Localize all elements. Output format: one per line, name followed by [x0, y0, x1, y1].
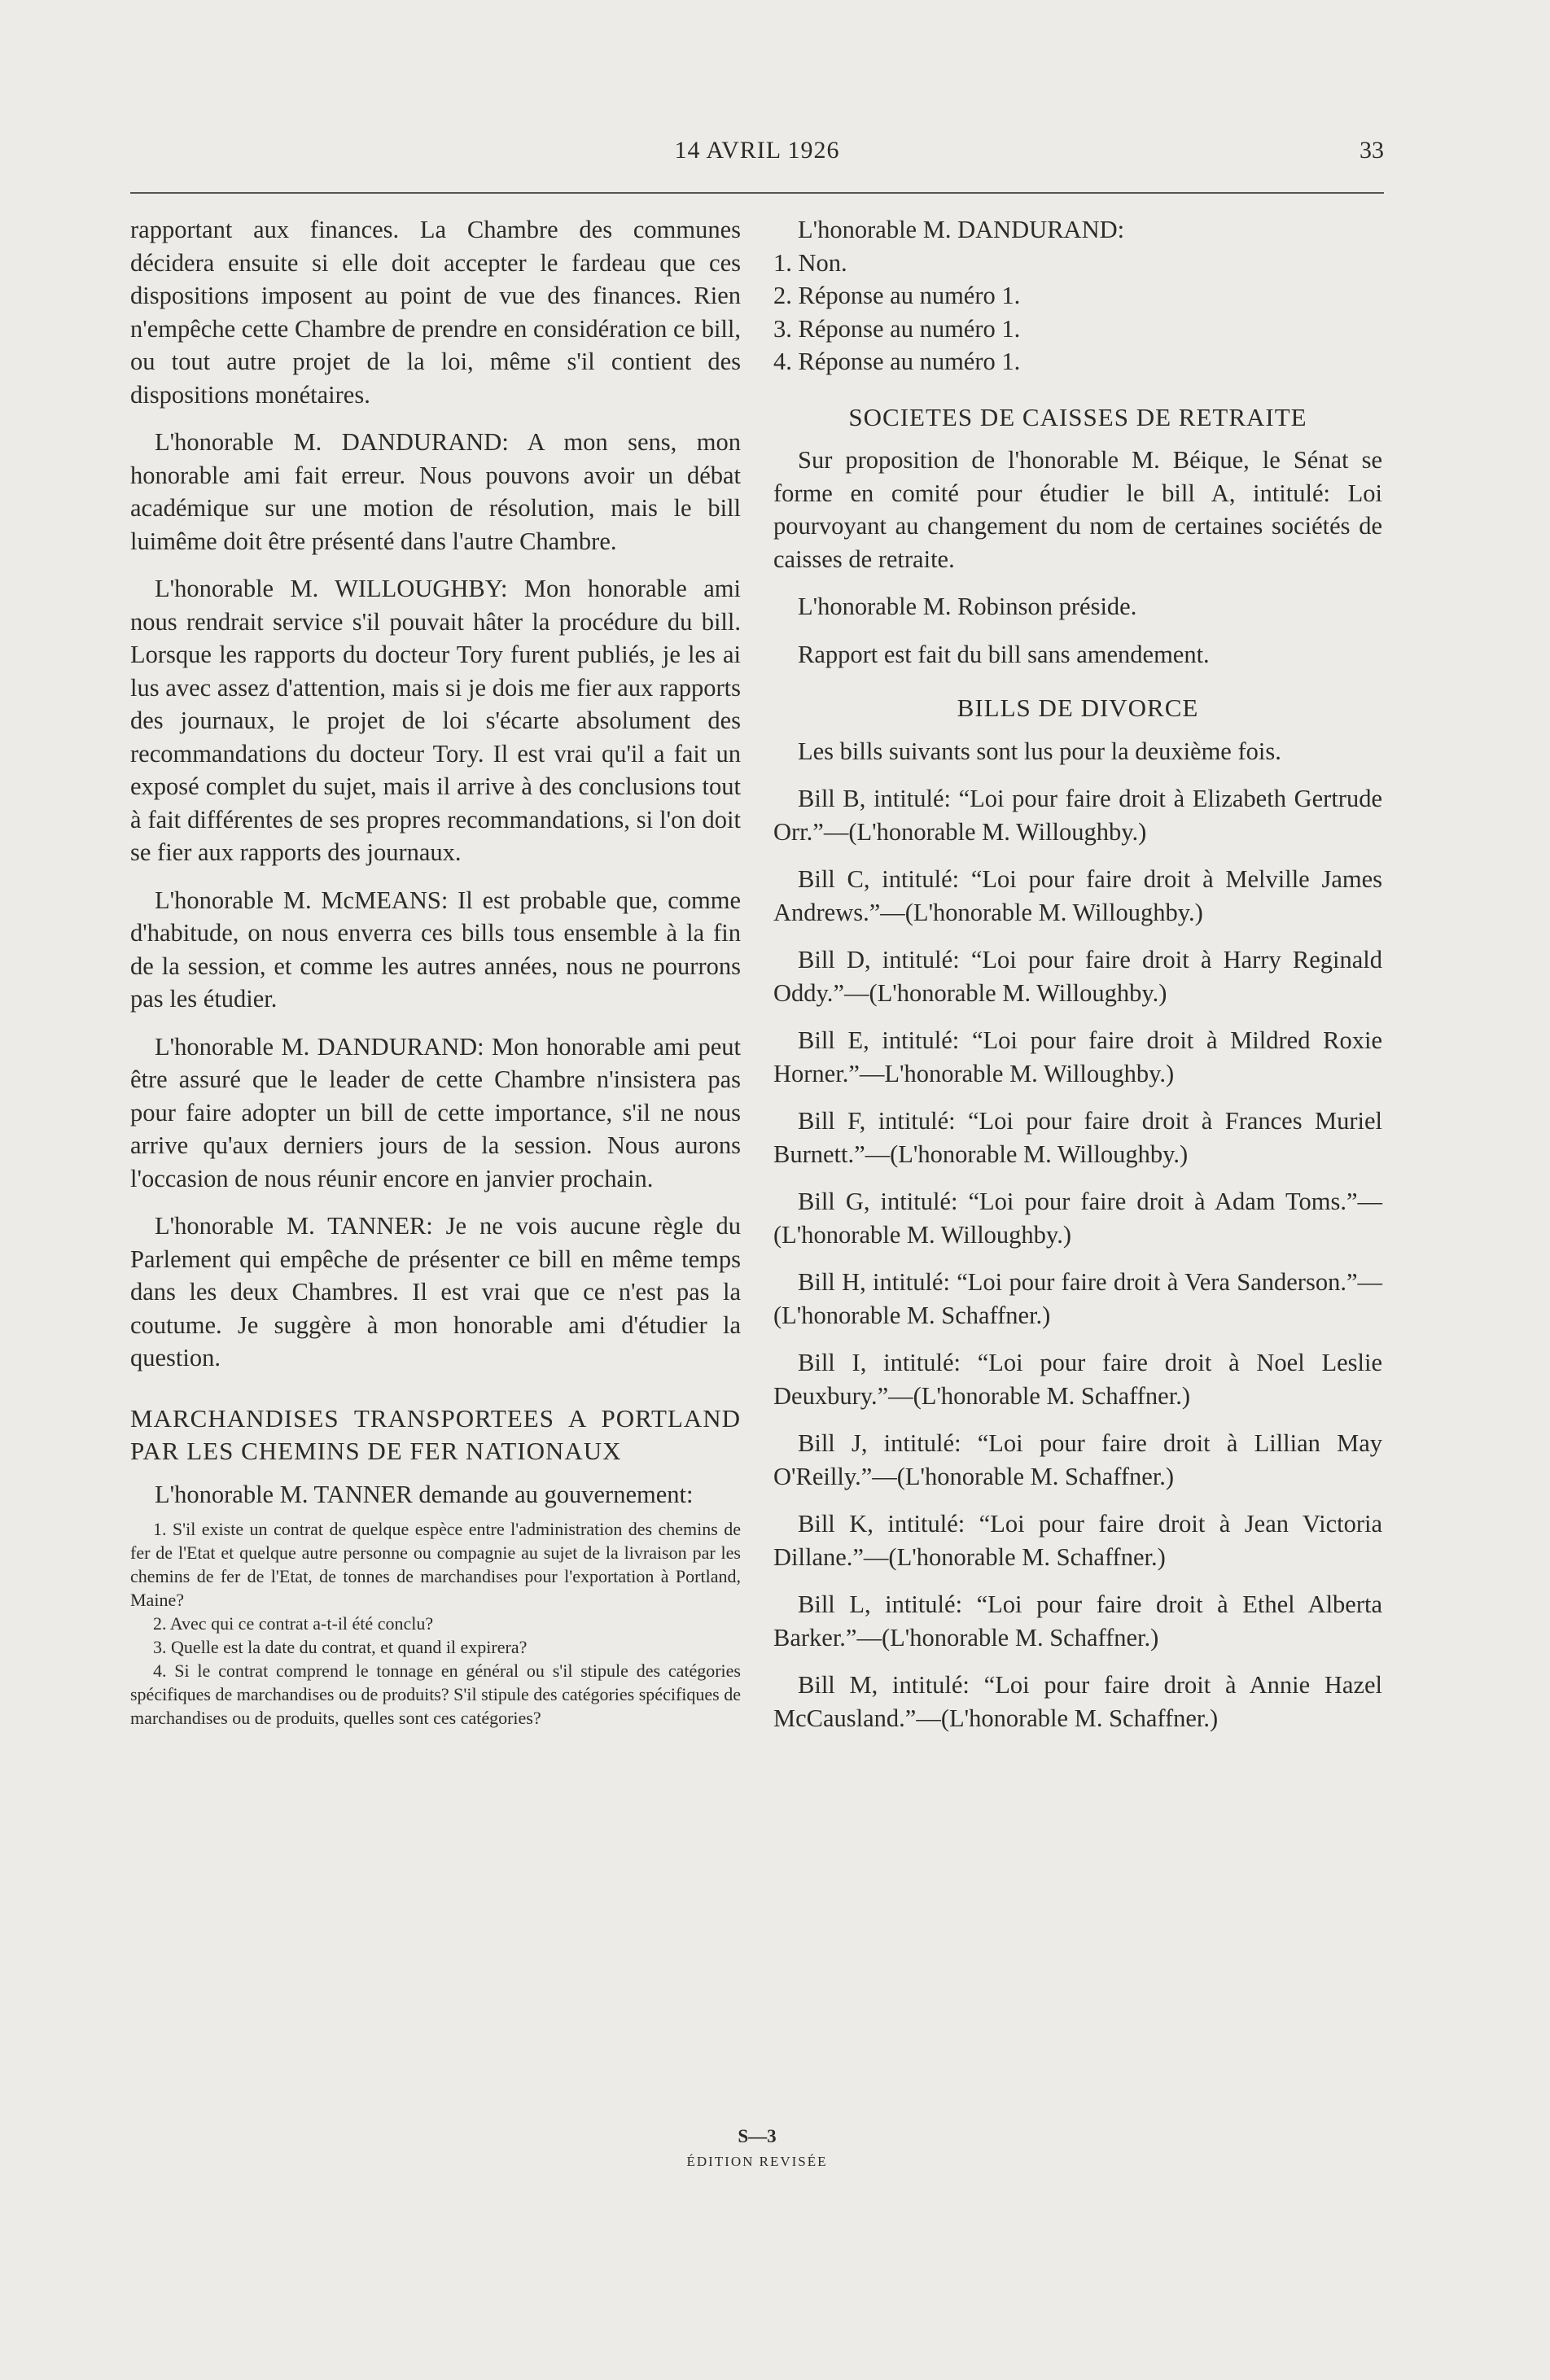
bill-entry: Bill M, intitulé: “Loi pour faire droit à Annie Hazel McCausland.”—(L'honorable M. Schaffner.)	[773, 1671, 1382, 1732]
section-heading: SOCIETES DE CAISSES DE RETRAITE	[848, 402, 1307, 431]
bill-entry: Bill E, intitulé: “Loi pour faire droit à Mildred Roxie Horner.”—L'honorable M. Willoughby.)	[773, 1026, 1382, 1087]
paragraph: L'honorable M. DANDURAND: A mon sens, mon honorable ami fait erreur. Nous pouvons avoir un débat académique sur une motion de résolution, mais le bill luimême doit être présenté dans l'autre Chambre.	[130, 428, 741, 555]
answer-item: 3. Réponse au numéro 1.	[773, 314, 1021, 343]
bill-entry: Bill K, intitulé: “Loi pour faire droit à Jean Victoria Dillane.”—(L'honorable M. Schaffner.)	[773, 1510, 1382, 1571]
paragraph: Sur proposition de l'honorable M. Béique, le Sénat se forme en comité pour étudier le bill A, intitulé: Loi pourvoyant au changement du nom de certaines sociétés de caisses de retraite.	[773, 446, 1382, 573]
paragraph: Rapport est fait du bill sans amendement.	[798, 640, 1210, 668]
answer-list	[773, 247, 1382, 378]
answer-item: 1. Non.	[773, 248, 847, 277]
paragraph: Les bills suivants sont lus pour la deuxième fois.	[798, 737, 1281, 765]
section-heading: BILLS DE DIVORCE	[957, 693, 1199, 722]
header-date: 14 AVRIL 1926	[674, 137, 840, 164]
paragraph: L'honorable M. DANDURAND: Mon honorable ami peut être assuré que le leader de cette Chambre n'insistera pas pour faire adopter un bill de cette importance, s'il ne nous arrive qu'aux derniers jours de la session. Nous aurons l'occasion de nous réunir encore en janvier prochain.	[130, 1032, 741, 1192]
section-heading: MARCHANDISES TRANSPORTEES A PORTLAND PAR LES CHEMINS DE FER NATIONAUX	[130, 1403, 741, 1465]
paragraph: L'honorable M. TANNER: Je ne vois aucune règle du Parlement qui empêche de présenter ce bill en même temps dans les deux Chambres. Il est vrai que ce n'est pas la coutume. Je suggère à mon honorable ami d'étudier la question.	[130, 1212, 741, 1372]
bill-entry: Bill D, intitulé: “Loi pour faire droit à Harry Reginald Oddy.”—(L'honorable M. Willoughby.)	[773, 946, 1382, 1007]
edition-label: ÉDITION REVISÉE	[686, 2154, 828, 2169]
question-item: 2. Avec qui ce contrat a-t-il été conclu?	[153, 1613, 434, 1634]
answer-item: 2. Réponse au numéro 1.	[773, 282, 1021, 309]
question-item: 4. Si le contrat comprend le tonnage en général ou s'il stipule des catégories spécifiques de marchandises ou de produits? S'il stipule des catégories spécifiques de marchandises ou de produits, quelles sont ces catégories?	[130, 1660, 741, 1728]
paragraph: rapportant aux finances. La Chambre des communes décidera ensuite si elle doit accepter le fardeau que ces dispositions imposent au point de vue des finances. Rien n'empêche cette Chambre de prendre en considération ce bill, ou tout autre projet de la loi, même s'il contient des dispositions monétaires.	[130, 216, 741, 409]
signature-mark: S—3	[738, 2126, 777, 2146]
bill-entry: Bill I, intitulé: “Loi pour faire droit à Noel Leslie Deuxbury.”—(L'honorable M. Schaffner.)	[773, 1349, 1382, 1410]
paragraph: L'honorable M. WILLOUGHBY: Mon honorable ami nous rendrait service s'il pouvait hâter la procédure du bill. Lorsque les rapports du docteur Tory furent publiés, je les ai lus avec assez d'attention, mais si je dois me fier aux rapports des journaux, le projet de loi s'écarte absolument des recommandations du docteur Tory. Il est vrai qu'il a fait un exposé complet du sujet, mais il arrive à des conclusions tout à fait différentes de ses propres recommandations, si l'on doit se fier aux rapports des journaux.	[130, 575, 741, 866]
left-column	[130, 213, 741, 1730]
speaker-line: L'honorable M. DANDURAND:	[798, 216, 1125, 243]
question-item: 3. Quelle est la date du contrat, et quand il expirera?	[153, 1637, 528, 1657]
page-header	[130, 137, 1384, 177]
bill-entry: Bill H, intitulé: “Loi pour faire droit à Vera Sanderson.”—(L'honorable M. Schaffner.)	[773, 1268, 1382, 1329]
bill-entry: Bill G, intitulé: “Loi pour faire droit à Adam Toms.”—(L'honorable M. Willoughby.)	[773, 1188, 1382, 1249]
paragraph: L'honorable M. McMEANS: Il est probable que, comme d'habitude, on nous enverra ces bills tous ensemble à la fin de la session, et comme les autres années, nous ne pourrons pas les étudier.	[130, 886, 741, 1013]
page-number: 33	[1360, 137, 1384, 164]
right-column	[773, 213, 1382, 1749]
bill-entry: Bill L, intitulé: “Loi pour faire droit à Ethel Alberta Barker.”—(L'honorable M. Schaffner.)	[773, 1590, 1382, 1652]
question-item: 1. S'il existe un contrat de quelque espèce entre l'administration des chemins de fer de l'Etat et quelque autre personne ou compagnie au sujet de la livraison par les chemins de fer de l'Etat, de tonnes de marchandises pour l'exportation à Portland, Maine?	[130, 1519, 741, 1610]
bill-entry: Bill B, intitulé: “Loi pour faire droit à Elizabeth Gertrude Orr.”—(L'honorable M. Willoughby.)	[773, 785, 1382, 846]
bill-entry: Bill F, intitulé: “Loi pour faire droit à Frances Muriel Burnett.”—(L'honorable M. Willoughby.)	[773, 1107, 1382, 1168]
header-rule	[130, 192, 1384, 194]
bill-entry: Bill C, intitulé: “Loi pour faire droit à Melville James Andrews.”—(L'honorable M. Willoughby.)	[773, 865, 1382, 926]
bill-entry: Bill J, intitulé: “Loi pour faire droit à Lillian May O'Reilly.”—(L'honorable M. Schaffner.)	[773, 1429, 1382, 1490]
paragraph: L'honorable M. TANNER demande au gouvernement:	[155, 1480, 694, 1508]
answer-item: 4. Réponse au numéro 1.	[773, 348, 1021, 375]
paragraph: L'honorable M. Robinson préside.	[798, 593, 1137, 620]
